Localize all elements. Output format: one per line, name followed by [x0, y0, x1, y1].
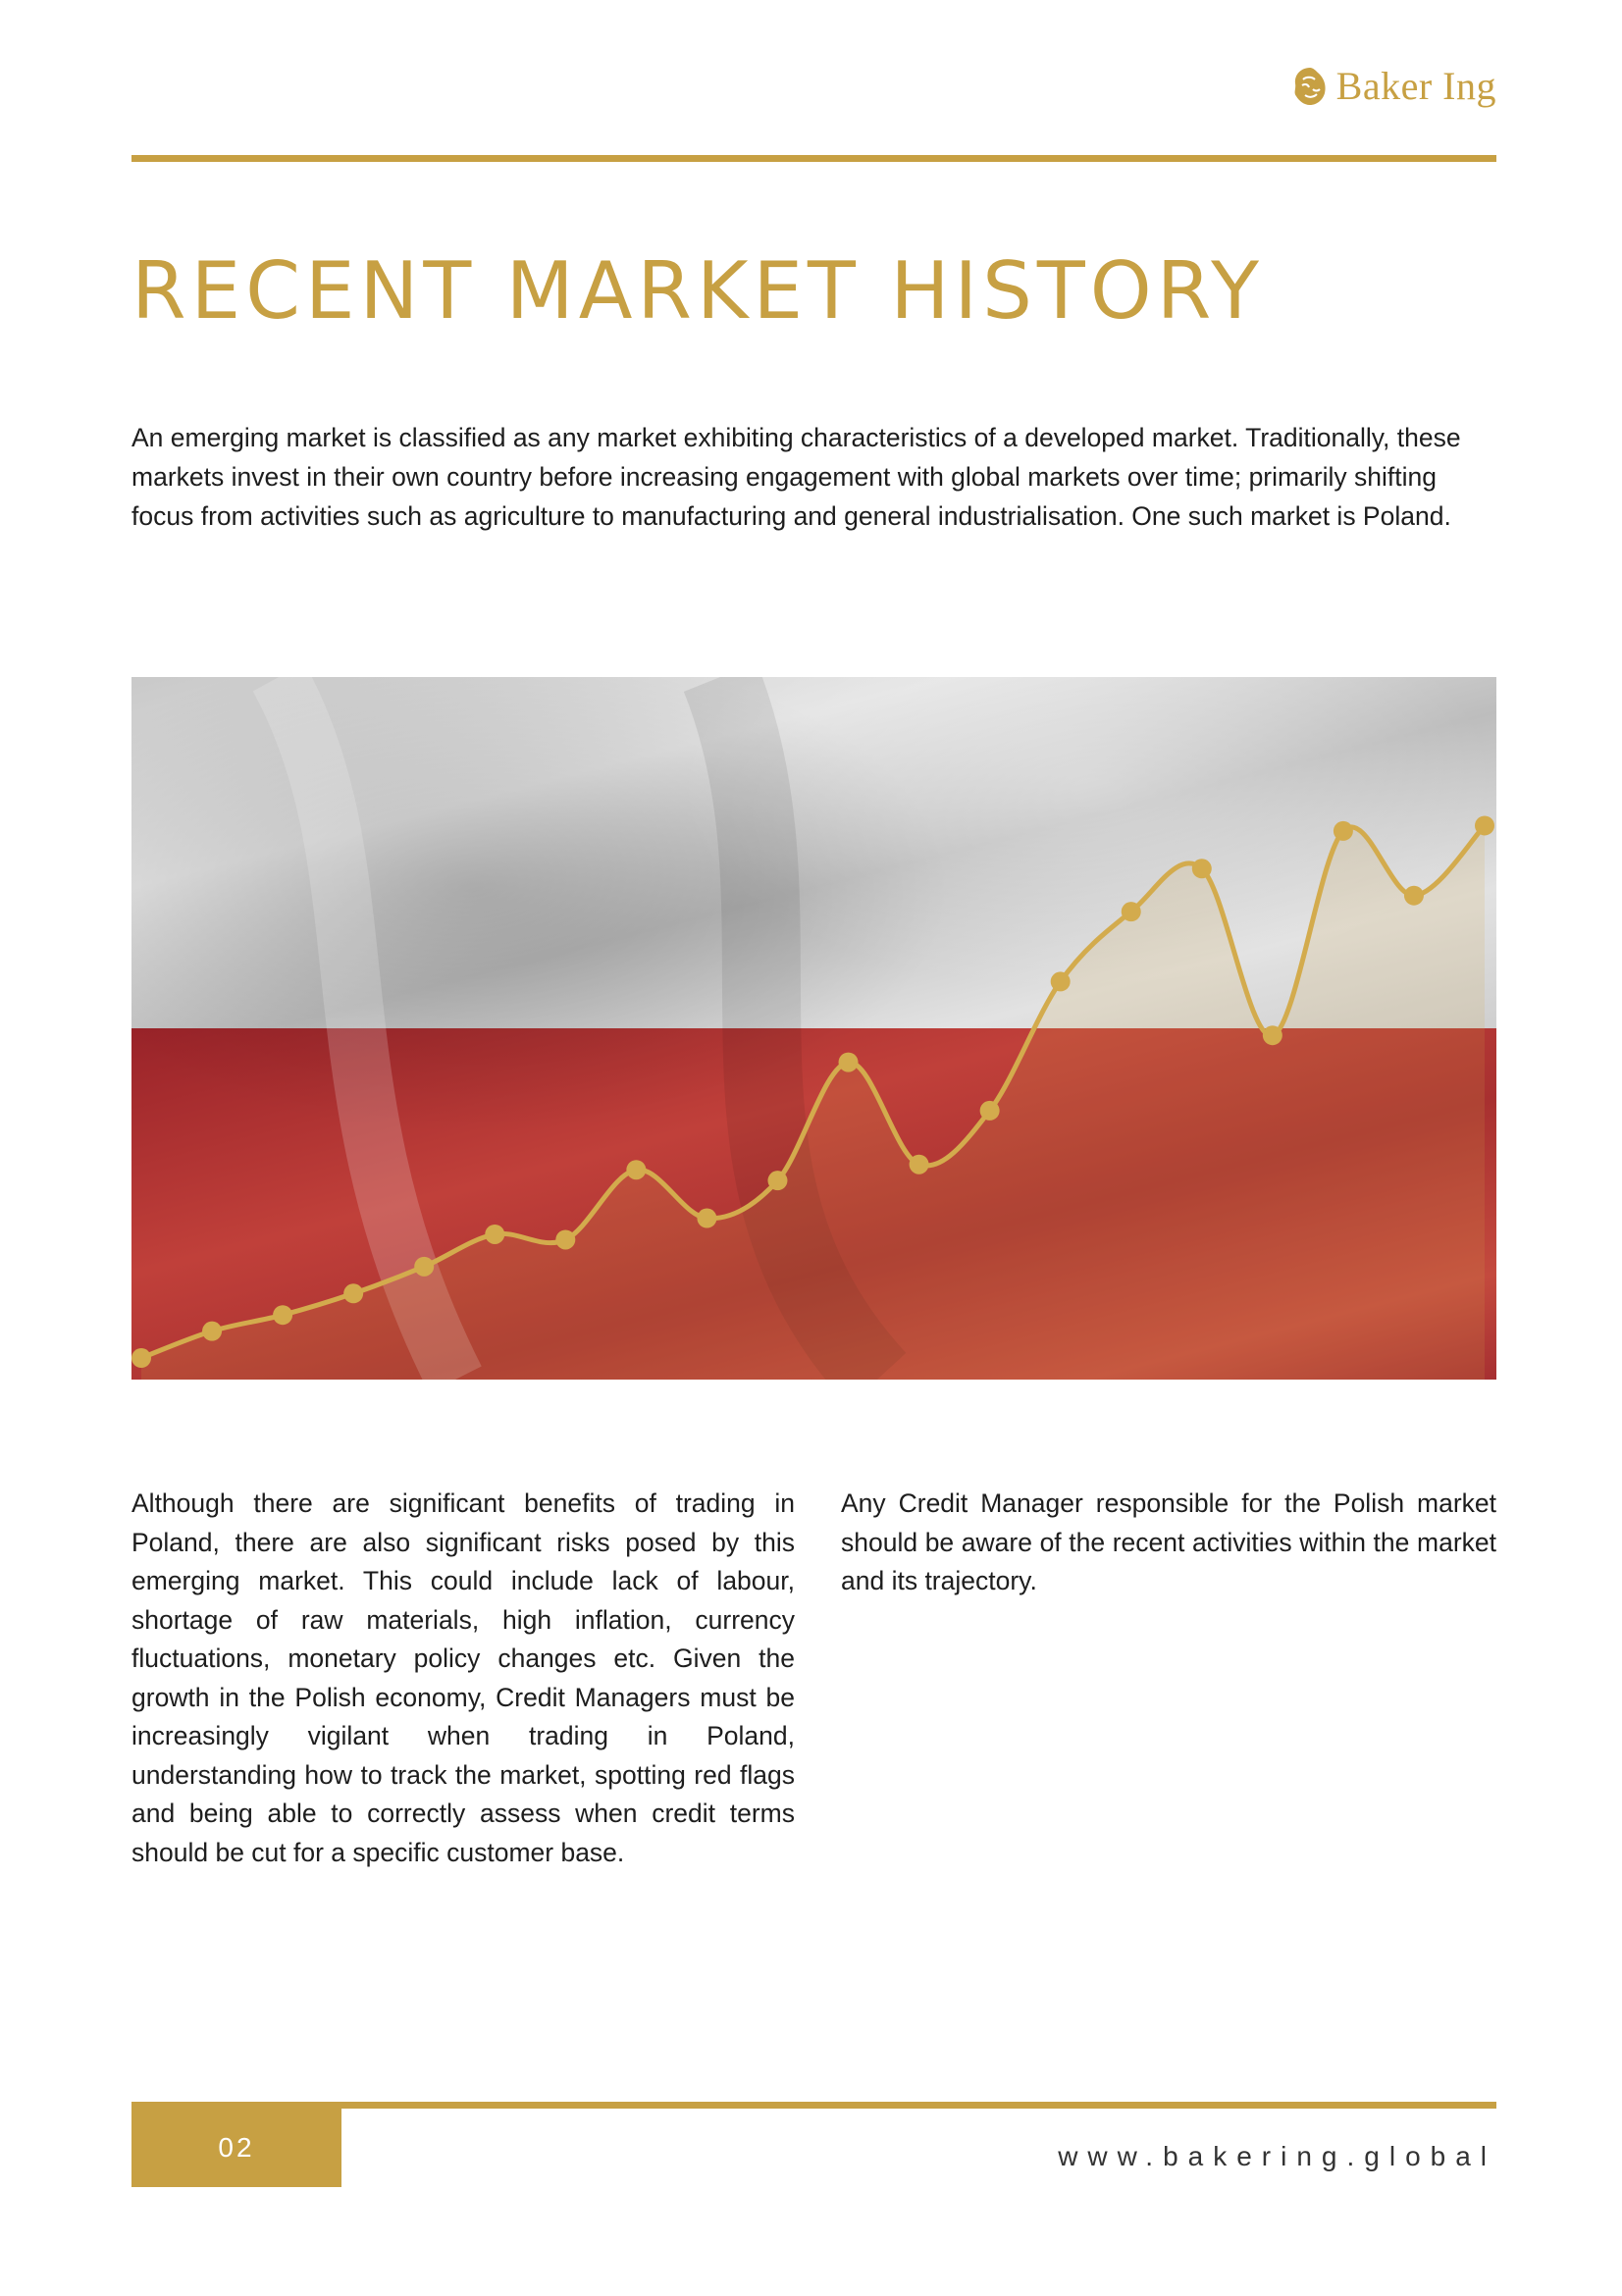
chart-point-12 — [980, 1101, 1000, 1121]
chart-point-1 — [202, 1322, 222, 1341]
chart-point-7 — [626, 1160, 646, 1179]
chart-svg — [131, 677, 1496, 1380]
chart-point-2 — [273, 1305, 292, 1325]
chart-point-13 — [1051, 971, 1071, 991]
footer-divider — [131, 2102, 1496, 2109]
page-number-box — [131, 2109, 341, 2187]
intro-paragraph: An emerging market is classified as any market exhibiting characteristics of a developed market. Traditionally, these markets invest in their own country before increasing engagement with global markets over time; primarily shifting focus from activities such as agriculture to manufacturing and general industrialisation. One such market is Poland. — [131, 423, 1461, 531]
logo — [1291, 63, 1496, 109]
chart-point-18 — [1404, 886, 1424, 906]
market-chart — [131, 677, 1496, 1380]
logo-text: Baker Ing — [1335, 64, 1496, 108]
chart-point-15 — [1192, 859, 1212, 878]
body-right-column: Any Credit Manager responsible for the Polish market should be aware of the recent activities within the market and its trajectory. — [841, 1488, 1496, 1595]
body-left-column: Although there are significant benefits of trading in Poland, there are also significant risks posed by this emerging market. This could include lack of labour, shortage of raw materials, high inflation, currency fluctuations, monetary policy changes etc. Given the growth in the Polish economy, Credit Managers must be increasingly vigilant when trading in Poland, understanding how to track the market, spotting red flags and being able to correctly assess when credit terms should be cut for a specific customer base. — [131, 1488, 795, 1867]
header-divider — [131, 155, 1496, 162]
chart-point-10 — [839, 1053, 859, 1072]
chart-point-19 — [1475, 815, 1494, 835]
chart-point-11 — [910, 1155, 929, 1174]
chart-point-14 — [1122, 902, 1141, 921]
page-title: RECENT MARKET HISTORY — [131, 245, 1265, 337]
chart-point-8 — [697, 1209, 716, 1228]
chart-point-0 — [131, 1348, 151, 1368]
chart-point-17 — [1334, 821, 1353, 841]
chart-point-16 — [1263, 1025, 1282, 1045]
page-number: 02 — [218, 2132, 255, 2163]
chart-point-4 — [414, 1257, 434, 1277]
chart-point-3 — [343, 1283, 363, 1303]
chart-point-6 — [555, 1229, 575, 1249]
chart-point-9 — [767, 1171, 787, 1190]
website-link[interactable]: www.bakering.global — [1058, 2141, 1496, 2171]
chart-point-5 — [485, 1225, 504, 1244]
lion-head-icon — [1291, 66, 1329, 107]
